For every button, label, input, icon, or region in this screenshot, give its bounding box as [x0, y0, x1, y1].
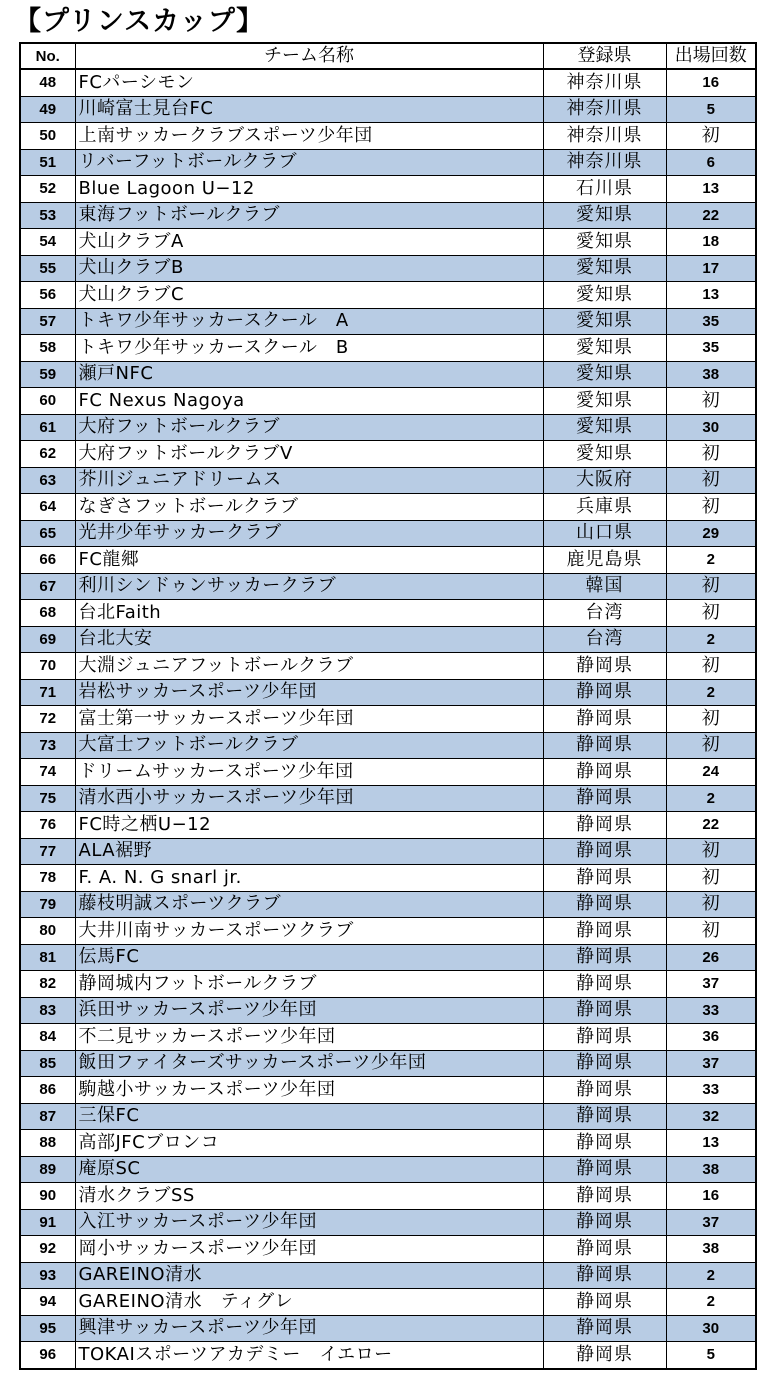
table-row: [20, 1183, 756, 1210]
row-appearances: 初: [666, 865, 756, 892]
page-title: 【プリンスカップ】: [14, 6, 265, 37]
row-team-name: 三保FC: [75, 1103, 543, 1130]
row-no: 54: [20, 229, 75, 256]
table-row: [20, 1315, 756, 1342]
row-no: 89: [20, 1156, 75, 1183]
row-prefecture: 静岡県: [543, 1077, 666, 1104]
row-no: 65: [20, 520, 75, 547]
table-row: [20, 785, 756, 812]
table-row: [20, 1262, 756, 1289]
row-prefecture: 静岡県: [543, 732, 666, 759]
table-header-row: [20, 43, 756, 69]
row-team-name: GAREINO清水: [75, 1262, 543, 1289]
row-team-name: 台北Faith: [75, 600, 543, 627]
row-appearances: 38: [666, 1156, 756, 1183]
row-appearances: 6: [666, 149, 756, 176]
row-prefecture: 静岡県: [543, 1342, 666, 1369]
row-team-name: 静岡城内フットボールクラブ: [75, 971, 543, 998]
row-appearances: 初: [666, 732, 756, 759]
row-appearances: 初: [666, 467, 756, 494]
row-team-name: 庵原SC: [75, 1156, 543, 1183]
row-prefecture: 愛知県: [543, 255, 666, 282]
row-prefecture: 静岡県: [543, 1262, 666, 1289]
row-no: 94: [20, 1289, 75, 1316]
row-no: 76: [20, 812, 75, 839]
row-prefecture: 静岡県: [543, 759, 666, 786]
row-team-name: 川崎富士見台FC: [75, 96, 543, 123]
row-team-name: 大府フットボールクラブ: [75, 414, 543, 441]
row-appearances: 22: [666, 202, 756, 229]
row-prefecture: 愛知県: [543, 282, 666, 309]
row-team-name: FCパーシモン: [75, 69, 543, 96]
row-prefecture: 大阪府: [543, 467, 666, 494]
row-team-name: FC龍郷: [75, 547, 543, 574]
table-row: [20, 918, 756, 945]
table-row: [20, 308, 756, 335]
row-prefecture: 静岡県: [543, 971, 666, 998]
table-row: [20, 335, 756, 362]
column-header-appearances: 出場回数: [666, 43, 756, 69]
row-team-name: 上南サッカークラブスポーツ少年団: [75, 123, 543, 150]
row-no: 81: [20, 944, 75, 971]
row-appearances: 32: [666, 1103, 756, 1130]
row-team-name: 藤枝明誠スポーツクラブ: [75, 891, 543, 918]
table-row: [20, 255, 756, 282]
row-team-name: トキワ少年サッカースクール A: [75, 308, 543, 335]
table-row: [20, 1236, 756, 1263]
table-row: [20, 1342, 756, 1369]
row-appearances: 38: [666, 1236, 756, 1263]
table-row: [20, 229, 756, 256]
row-team-name: 不二見サッカースポーツ少年団: [75, 1024, 543, 1051]
row-prefecture: 台湾: [543, 626, 666, 653]
row-no: 70: [20, 653, 75, 680]
row-prefecture: 愛知県: [543, 229, 666, 256]
row-no: 67: [20, 573, 75, 600]
row-prefecture: 兵庫県: [543, 494, 666, 521]
row-no: 48: [20, 69, 75, 96]
row-appearances: 16: [666, 69, 756, 96]
row-prefecture: 静岡県: [543, 653, 666, 680]
row-prefecture: 静岡県: [543, 1050, 666, 1077]
row-team-name: 飯田ファイターズサッカースポーツ少年団: [75, 1050, 543, 1077]
row-team-name: 利川シンドゥンサッカークラブ: [75, 573, 543, 600]
row-prefecture: 神奈川県: [543, 96, 666, 123]
row-no: 53: [20, 202, 75, 229]
row-team-name: ドリームサッカースポーツ少年団: [75, 759, 543, 786]
row-no: 68: [20, 600, 75, 627]
row-no: 73: [20, 732, 75, 759]
row-appearances: 13: [666, 1130, 756, 1157]
row-no: 77: [20, 838, 75, 865]
row-team-name: 興津サッカースポーツ少年団: [75, 1315, 543, 1342]
row-team-name: ALA裾野: [75, 838, 543, 865]
row-team-name: 清水西小サッカースポーツ少年団: [75, 785, 543, 812]
row-appearances: 初: [666, 388, 756, 415]
row-team-name: F. A. N. G snarl jr.: [75, 865, 543, 892]
row-prefecture: 石川県: [543, 176, 666, 203]
table-row: [20, 441, 756, 468]
row-appearances: 2: [666, 679, 756, 706]
table-row: [20, 865, 756, 892]
row-team-name: FC Nexus Nagoya: [75, 388, 543, 415]
row-no: 90: [20, 1183, 75, 1210]
row-appearances: 初: [666, 891, 756, 918]
table-row: [20, 626, 756, 653]
row-appearances: 22: [666, 812, 756, 839]
row-prefecture: 静岡県: [543, 1183, 666, 1210]
row-team-name: 大府フットボールクラブV: [75, 441, 543, 468]
row-prefecture: 静岡県: [543, 1103, 666, 1130]
row-team-name: 光井少年サッカークラブ: [75, 520, 543, 547]
row-prefecture: 静岡県: [543, 1289, 666, 1316]
table-row: [20, 149, 756, 176]
table-row: [20, 679, 756, 706]
table-row: [20, 1209, 756, 1236]
row-no: 85: [20, 1050, 75, 1077]
table-row: [20, 1130, 756, 1157]
row-team-name: 瀬戸NFC: [75, 361, 543, 388]
table-row: [20, 838, 756, 865]
table-row: [20, 388, 756, 415]
row-prefecture: 静岡県: [543, 1209, 666, 1236]
row-prefecture: 愛知県: [543, 308, 666, 335]
row-no: 78: [20, 865, 75, 892]
row-no: 91: [20, 1209, 75, 1236]
table-row: [20, 1077, 756, 1104]
row-no: 93: [20, 1262, 75, 1289]
row-prefecture: 愛知県: [543, 335, 666, 362]
table-row: [20, 361, 756, 388]
row-team-name: 浜田サッカースポーツ少年団: [75, 997, 543, 1024]
row-prefecture: 山口県: [543, 520, 666, 547]
row-no: 51: [20, 149, 75, 176]
row-no: 88: [20, 1130, 75, 1157]
row-team-name: 富士第一サッカースポーツ少年団: [75, 706, 543, 733]
row-appearances: 13: [666, 282, 756, 309]
table-row: [20, 944, 756, 971]
table-row: [20, 176, 756, 203]
row-team-name: Blue Lagoon U−12: [75, 176, 543, 203]
row-no: 84: [20, 1024, 75, 1051]
table-row: [20, 997, 756, 1024]
row-no: 64: [20, 494, 75, 521]
row-team-name: 岡小サッカースポーツ少年団: [75, 1236, 543, 1263]
row-prefecture: 神奈川県: [543, 149, 666, 176]
row-appearances: 初: [666, 123, 756, 150]
row-no: 75: [20, 785, 75, 812]
row-no: 58: [20, 335, 75, 362]
table-row: [20, 202, 756, 229]
row-prefecture: 韓国: [543, 573, 666, 600]
row-prefecture: 神奈川県: [543, 69, 666, 96]
row-no: 57: [20, 308, 75, 335]
team-table: [19, 42, 757, 1370]
row-prefecture: 愛知県: [543, 414, 666, 441]
row-no: 52: [20, 176, 75, 203]
row-prefecture: 静岡県: [543, 1156, 666, 1183]
row-prefecture: 静岡県: [543, 706, 666, 733]
row-team-name: 高部JFCブロンコ: [75, 1130, 543, 1157]
row-no: 56: [20, 282, 75, 309]
row-appearances: 36: [666, 1024, 756, 1051]
row-appearances: 37: [666, 1050, 756, 1077]
row-team-name: 犬山クラブC: [75, 282, 543, 309]
row-appearances: 5: [666, 96, 756, 123]
row-appearances: 30: [666, 1315, 756, 1342]
row-no: 72: [20, 706, 75, 733]
row-prefecture: 静岡県: [543, 785, 666, 812]
row-no: 74: [20, 759, 75, 786]
row-team-name: 大富士フットボールクラブ: [75, 732, 543, 759]
row-no: 62: [20, 441, 75, 468]
row-appearances: 29: [666, 520, 756, 547]
row-appearances: 33: [666, 1077, 756, 1104]
row-appearances: 初: [666, 441, 756, 468]
row-no: 59: [20, 361, 75, 388]
row-appearances: 17: [666, 255, 756, 282]
row-no: 61: [20, 414, 75, 441]
table-row: [20, 706, 756, 733]
row-team-name: FC時之栖U−12: [75, 812, 543, 839]
row-appearances: 37: [666, 1209, 756, 1236]
row-appearances: 13: [666, 176, 756, 203]
table-row: [20, 467, 756, 494]
row-prefecture: 静岡県: [543, 679, 666, 706]
row-appearances: 初: [666, 918, 756, 945]
row-appearances: 2: [666, 785, 756, 812]
row-appearances: 初: [666, 706, 756, 733]
row-team-name: 駒越小サッカースポーツ少年団: [75, 1077, 543, 1104]
row-no: 49: [20, 96, 75, 123]
row-no: 50: [20, 123, 75, 150]
row-prefecture: 静岡県: [543, 865, 666, 892]
row-prefecture: 静岡県: [543, 944, 666, 971]
column-header-no: No.: [20, 43, 75, 69]
row-team-name: GAREINO清水 ティグレ: [75, 1289, 543, 1316]
row-appearances: 2: [666, 547, 756, 574]
table-row: [20, 1289, 756, 1316]
row-appearances: 初: [666, 494, 756, 521]
row-no: 60: [20, 388, 75, 415]
row-appearances: 30: [666, 414, 756, 441]
row-prefecture: 静岡県: [543, 812, 666, 839]
row-appearances: 初: [666, 573, 756, 600]
table-row: [20, 547, 756, 574]
row-appearances: 37: [666, 971, 756, 998]
row-prefecture: 神奈川県: [543, 123, 666, 150]
row-prefecture: 静岡県: [543, 1024, 666, 1051]
row-appearances: 2: [666, 626, 756, 653]
table-row: [20, 600, 756, 627]
row-prefecture: 愛知県: [543, 361, 666, 388]
table-row: [20, 891, 756, 918]
row-team-name: 入江サッカースポーツ少年団: [75, 1209, 543, 1236]
row-team-name: 芥川ジュニアドリームス: [75, 467, 543, 494]
row-team-name: 東海フットボールクラブ: [75, 202, 543, 229]
row-appearances: 初: [666, 600, 756, 627]
row-no: 55: [20, 255, 75, 282]
row-team-name: トキワ少年サッカースクール B: [75, 335, 543, 362]
row-no: 69: [20, 626, 75, 653]
row-no: 96: [20, 1342, 75, 1369]
row-appearances: 初: [666, 653, 756, 680]
table-row: [20, 123, 756, 150]
row-team-name: 伝馬FC: [75, 944, 543, 971]
table-row: [20, 1103, 756, 1130]
row-appearances: 24: [666, 759, 756, 786]
row-prefecture: 台湾: [543, 600, 666, 627]
table-row: [20, 812, 756, 839]
table-row: [20, 520, 756, 547]
row-team-name: 岩松サッカースポーツ少年団: [75, 679, 543, 706]
table-row: [20, 414, 756, 441]
table-row: [20, 732, 756, 759]
table-row: [20, 1024, 756, 1051]
row-prefecture: 静岡県: [543, 918, 666, 945]
column-header-prefecture: 登録県: [543, 43, 666, 69]
row-no: 87: [20, 1103, 75, 1130]
row-prefecture: 静岡県: [543, 1236, 666, 1263]
row-appearances: 16: [666, 1183, 756, 1210]
row-appearances: 5: [666, 1342, 756, 1369]
row-no: 95: [20, 1315, 75, 1342]
row-appearances: 18: [666, 229, 756, 256]
row-team-name: 犬山クラブA: [75, 229, 543, 256]
table-row: [20, 1050, 756, 1077]
row-no: 63: [20, 467, 75, 494]
row-prefecture: 愛知県: [543, 388, 666, 415]
table-row: [20, 1156, 756, 1183]
row-no: 71: [20, 679, 75, 706]
row-team-name: なぎさフットボールクラブ: [75, 494, 543, 521]
row-no: 80: [20, 918, 75, 945]
table-row: [20, 653, 756, 680]
row-prefecture: 鹿児島県: [543, 547, 666, 574]
table-row: [20, 282, 756, 309]
row-appearances: 33: [666, 997, 756, 1024]
row-team-name: 台北大安: [75, 626, 543, 653]
row-team-name: TOKAIスポーツアカデミー イエロー: [75, 1342, 543, 1369]
row-team-name: 犬山クラブB: [75, 255, 543, 282]
row-no: 79: [20, 891, 75, 918]
row-team-name: 大井川南サッカースポーツクラブ: [75, 918, 543, 945]
table-row: [20, 759, 756, 786]
row-no: 92: [20, 1236, 75, 1263]
row-appearances: 38: [666, 361, 756, 388]
table-row: [20, 96, 756, 123]
table-row: [20, 494, 756, 521]
row-prefecture: 静岡県: [543, 1130, 666, 1157]
row-no: 83: [20, 997, 75, 1024]
row-team-name: リバーフットボールクラブ: [75, 149, 543, 176]
row-team-name: 大淵ジュニアフットボールクラブ: [75, 653, 543, 680]
table-row: [20, 69, 756, 96]
row-prefecture: 静岡県: [543, 838, 666, 865]
column-header-team-name: チーム名称: [75, 43, 543, 69]
table-row: [20, 971, 756, 998]
row-appearances: 35: [666, 335, 756, 362]
row-no: 86: [20, 1077, 75, 1104]
row-appearances: 初: [666, 838, 756, 865]
row-no: 82: [20, 971, 75, 998]
row-team-name: 清水クラブSS: [75, 1183, 543, 1210]
row-appearances: 2: [666, 1289, 756, 1316]
row-prefecture: 愛知県: [543, 441, 666, 468]
row-appearances: 26: [666, 944, 756, 971]
row-prefecture: 静岡県: [543, 891, 666, 918]
row-appearances: 35: [666, 308, 756, 335]
table-row: [20, 573, 756, 600]
row-appearances: 2: [666, 1262, 756, 1289]
row-prefecture: 静岡県: [543, 997, 666, 1024]
row-no: 66: [20, 547, 75, 574]
row-prefecture: 静岡県: [543, 1315, 666, 1342]
row-prefecture: 愛知県: [543, 202, 666, 229]
